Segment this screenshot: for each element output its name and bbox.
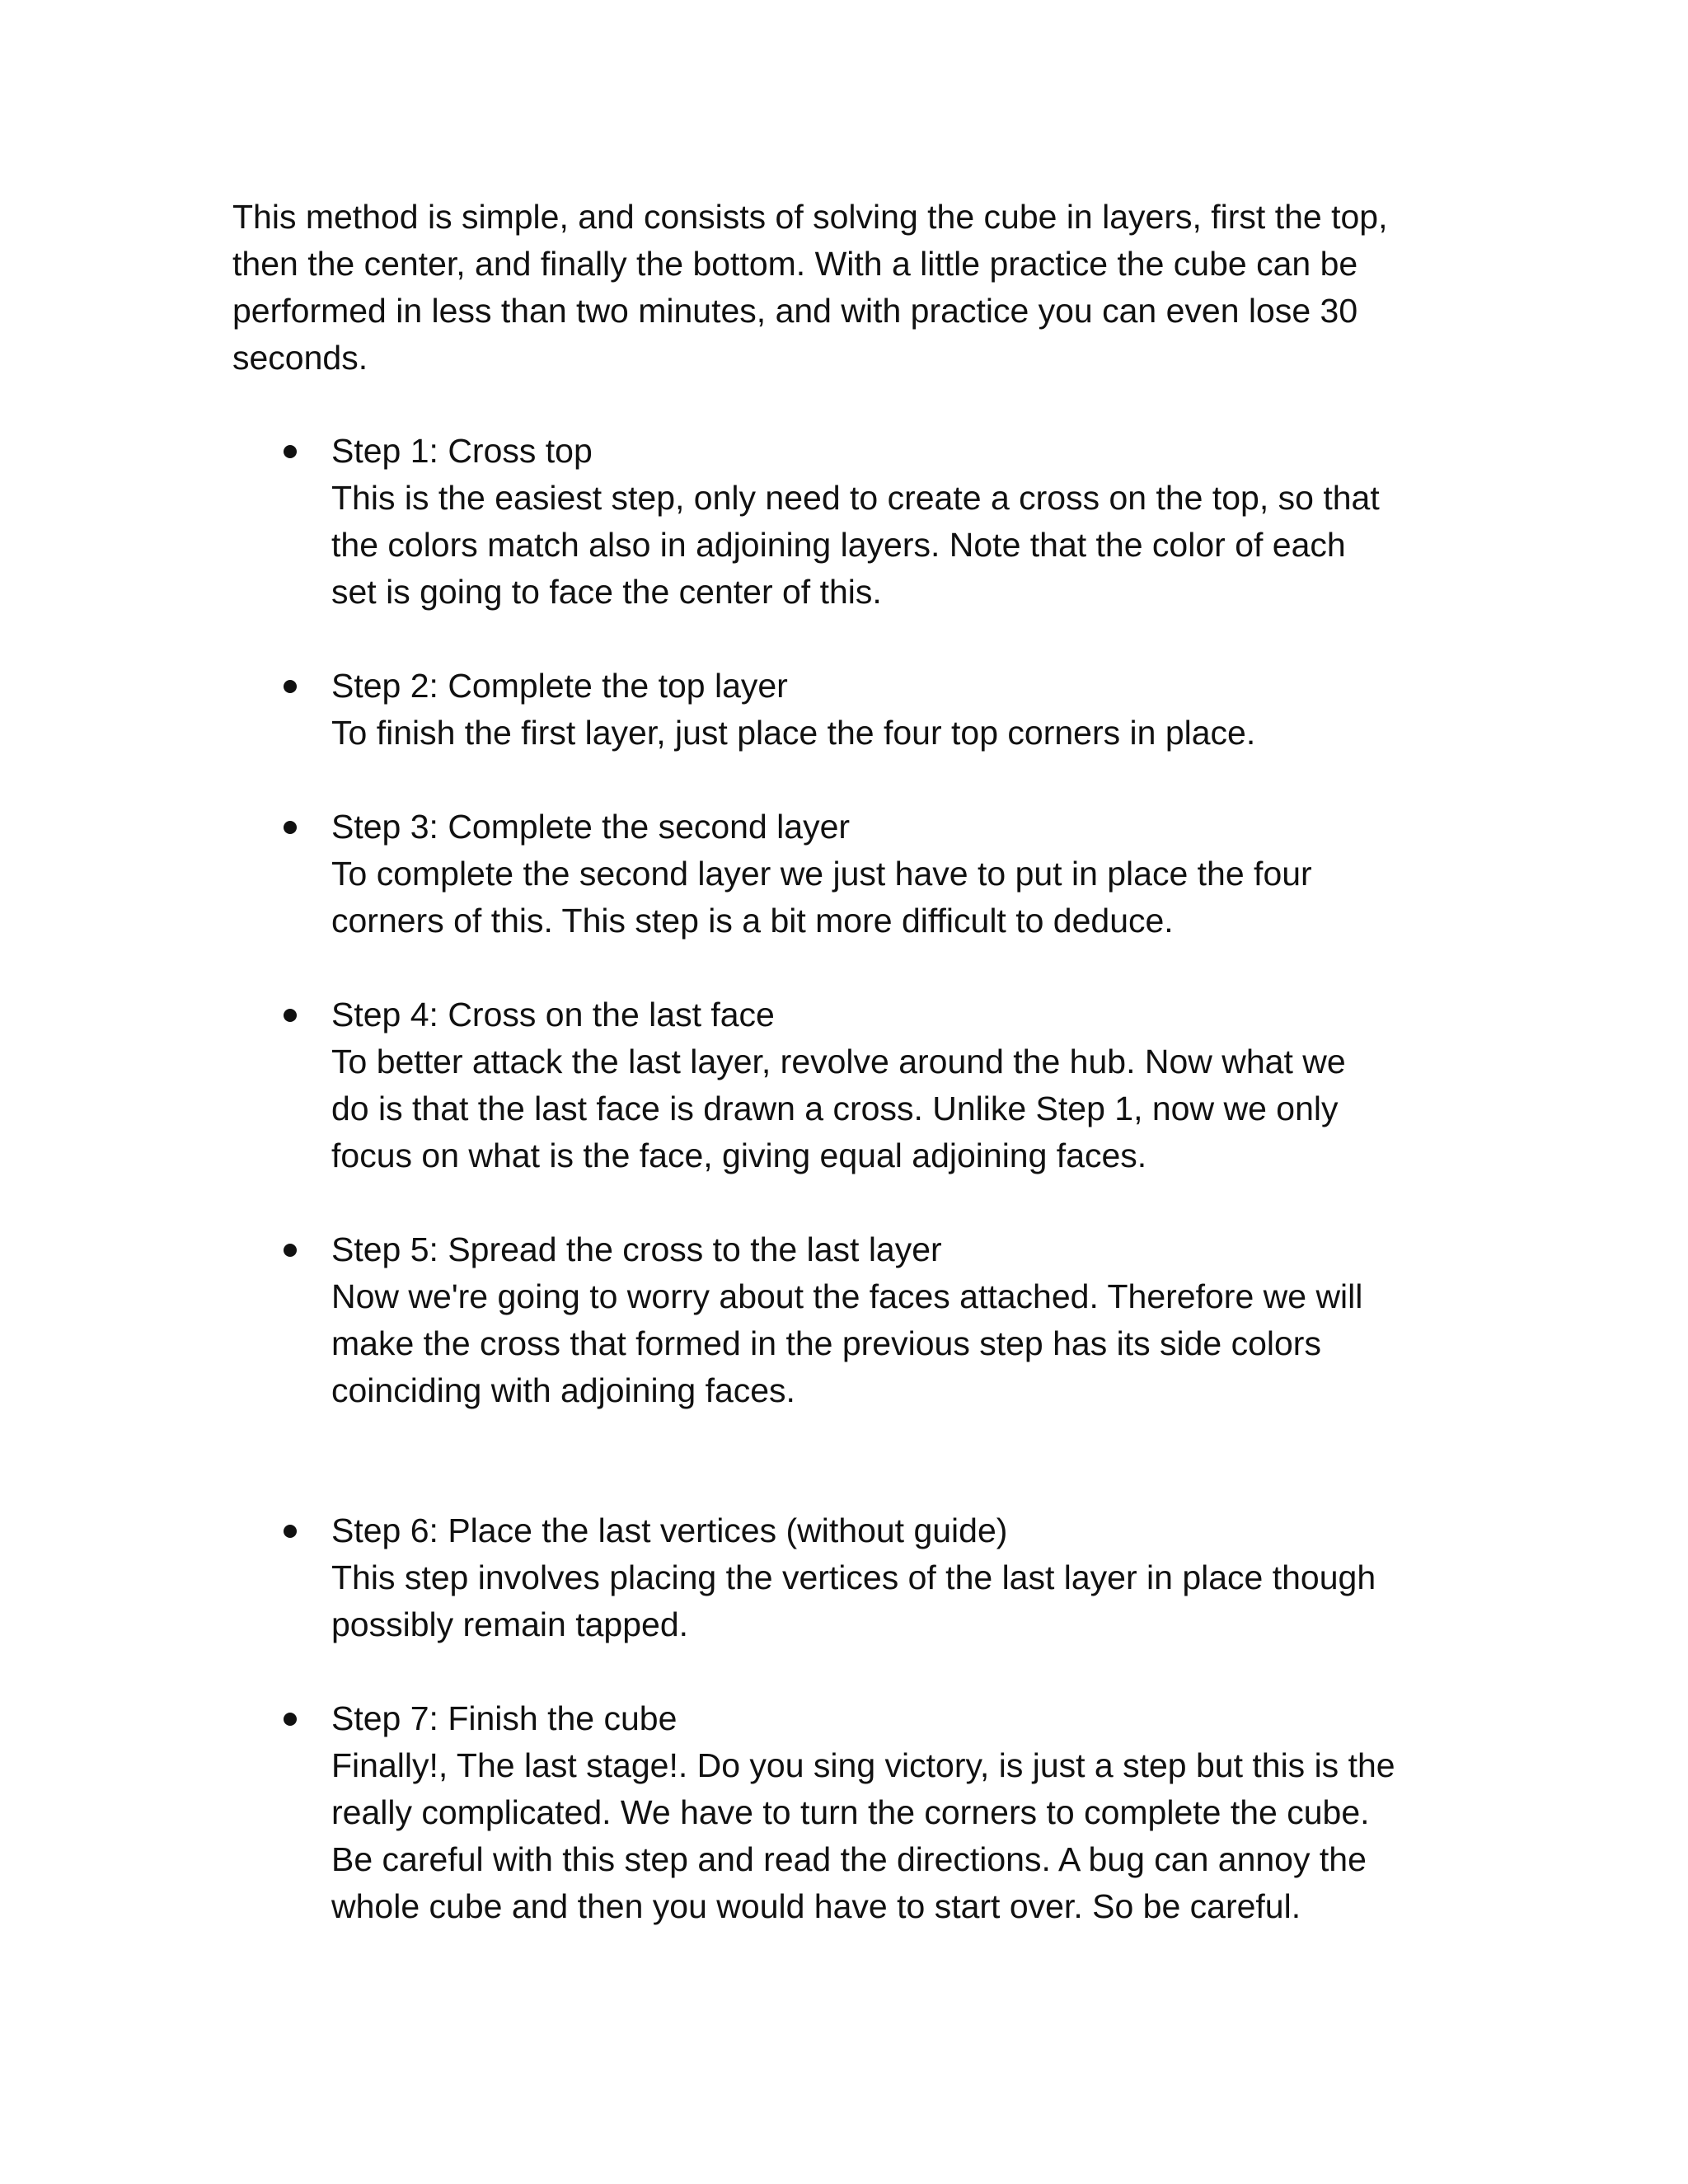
step-description: This step involves placing the vertices of the last layer in place though possibly remain tapped. bbox=[331, 1558, 1376, 1643]
list-item-step-7 bbox=[232, 1695, 1469, 1930]
step-title: Step 4: Cross on the last face bbox=[331, 996, 775, 1033]
step-description: This is the easiest step, only need to create a cross on the top, so that the colors match also in adjoining layers. Note that the color of each set is going to face the center of this. bbox=[331, 479, 1380, 611]
step-title: Step 7: Finish the cube bbox=[331, 1699, 678, 1737]
list-item-step-3 bbox=[232, 804, 1469, 944]
bullet-icon bbox=[284, 1525, 297, 1538]
list-item-step-4 bbox=[232, 991, 1469, 1179]
bullet-icon bbox=[284, 821, 297, 834]
step-description: To finish the first layer, just place the four top corners in place. bbox=[331, 714, 1256, 752]
step-title: Step 2: Complete the top layer bbox=[331, 667, 788, 705]
bullet-icon bbox=[284, 1244, 297, 1257]
intro-paragraph: This method is simple, and consists of solving the cube in layers, first the top, then the center, and finally the bottom. With a little practice the cube can be performed in less than two minutes, and with practice you can even lose 30 seconds. bbox=[232, 198, 1388, 377]
list-item-step-2 bbox=[232, 663, 1469, 757]
step-description: Finally!, The last stage!. Do you sing victory, is just a step but this is the really complicated. We have to turn the corners to complete the cube. Be careful with this step and read the directions. A bug can annoy the whole cube and then you would have to start over. So be careful. bbox=[331, 1746, 1395, 1925]
step-title: Step 6: Place the last vertices (without guide) bbox=[331, 1511, 1008, 1549]
bullet-icon bbox=[284, 1713, 297, 1726]
steps-list bbox=[232, 428, 1469, 1930]
list-item-step-5 bbox=[232, 1226, 1469, 1414]
step-description: To complete the second layer we just have to put in place the four corners of this. This step is a bit more difficult to deduce. bbox=[331, 855, 1312, 940]
list-item-step-6 bbox=[232, 1507, 1469, 1648]
bullet-icon bbox=[284, 1009, 297, 1022]
step-title: Step 1: Cross top bbox=[331, 432, 593, 470]
bullet-icon bbox=[284, 680, 297, 693]
step-title: Step 5: Spread the cross to the last layer bbox=[331, 1230, 942, 1268]
step-description: To better attack the last layer, revolve around the hub. Now what we do is that the last face is drawn a cross. Unlike Step 1, now we only focus on what is the face, giving equal adjoining faces. bbox=[331, 1043, 1346, 1174]
step-title: Step 3: Complete the second layer bbox=[331, 808, 851, 846]
list-item-step-1 bbox=[232, 428, 1469, 616]
bullet-icon bbox=[284, 445, 297, 458]
step-description: Now we're going to worry about the faces attached. Therefore we will make the cross that formed in the previous step has its side colors coinciding with adjoining faces. bbox=[331, 1277, 1363, 1409]
document-content bbox=[232, 194, 1469, 1977]
